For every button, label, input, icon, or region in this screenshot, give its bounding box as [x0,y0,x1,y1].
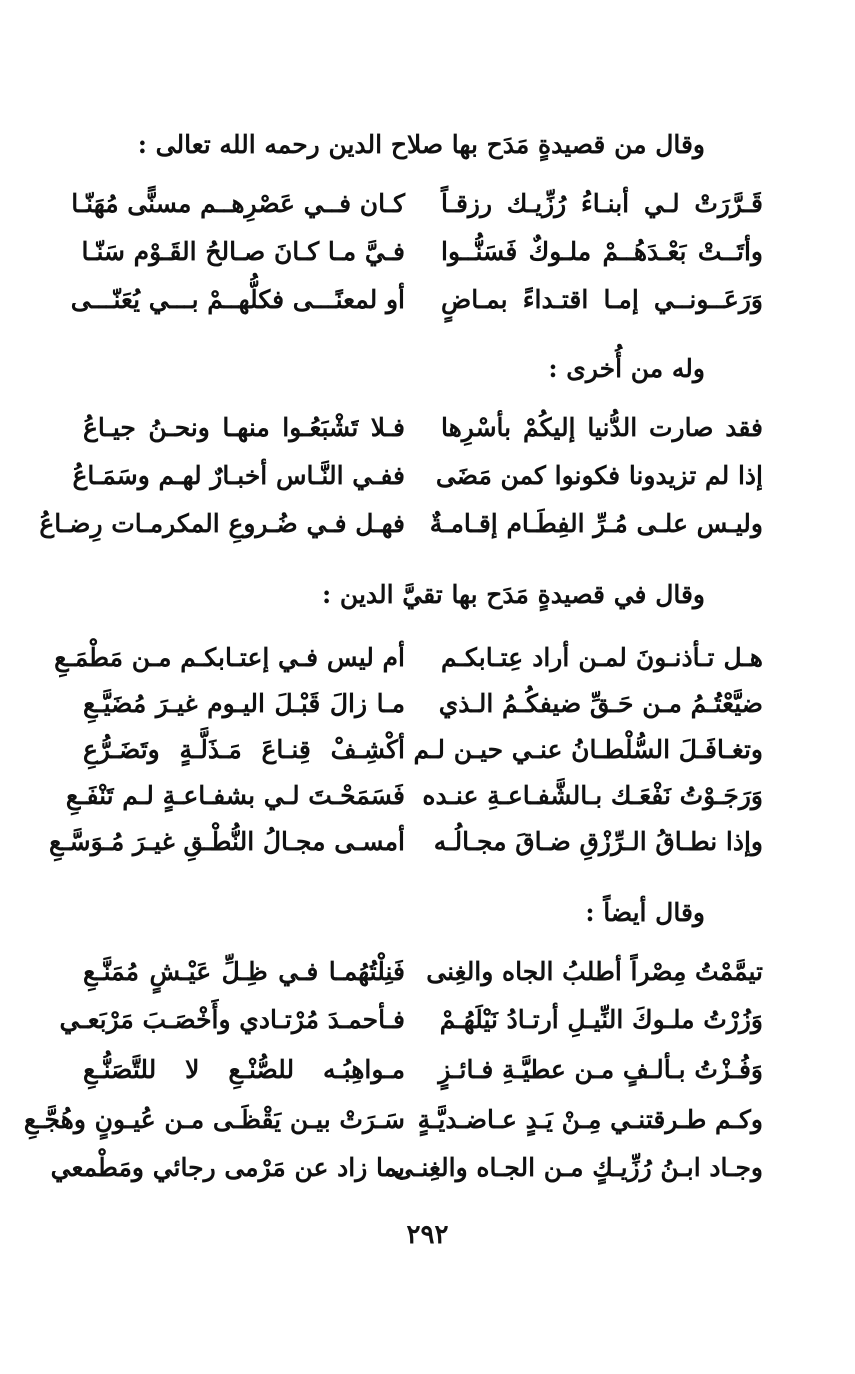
second-hemistich: فَسَمَحْـتَ لـي بشفـاعـةٍ لـم تَنْفَـعِ [65,781,405,810]
section-heading: وقال من قصيدةٍ مَدَح بها صلاح الدين رحمه الله تعالى : [137,130,705,159]
page-number: ٢٩٢ [406,1220,449,1250]
verse-line [83,1050,763,1090]
verse-line [59,1000,763,1040]
first-hemistich: هـل تـأذنـونَ لمـن أراد عِتـابكـم [441,643,763,672]
second-hemistich: فـلا تَشْبَعُـوا منهـا ونحـنُ جيـاعُ [83,413,405,442]
verse-line [83,952,763,992]
second-hemistich: كـان فــي عَصْرِهــم مسنًّى مُهَنّـا [71,189,405,218]
first-hemistich: وأتَــتْ بَعْـدَهُــمْ ملـوكٌ فَسَنُّــوا [441,237,763,266]
verse-line [23,1100,763,1140]
verse-line [72,456,763,496]
first-hemistich: وكـم طـرقتنـي مِـنْ يَـدٍ عـاضـديَّـةٍ [417,1105,763,1134]
verse-line [65,776,763,816]
first-hemistich: وليـس علـى مُـرِّ الفِطَـام إقـامـةٌ [429,509,763,538]
verse-line [50,1148,763,1188]
section-heading: وقال في قصيدةٍ مَدَح بها تقيَّ الدين : [321,580,705,609]
verse-line [70,280,763,320]
section-heading: وقال أيضاً : [585,898,705,927]
verse-line [83,408,763,448]
first-hemistich: وَزُرْتُ ملـوكَ النِّيـلِ أرتـادُ نَيْلَهُـمْ [439,1005,763,1034]
second-hemistich: ففـي النَّـاس أخبـارٌ لهـم وسَمَـاعُ [72,461,405,490]
second-hemistich: فَنِلْتُهُمـا فـي ظِـلِّ عَيْـشٍ مُمَنَّـعِ [83,957,405,986]
second-hemistich: فـأحمـدَ مُرْتـادي وأَخْصَـبَ مَرْبَعـي [59,1005,405,1034]
second-hemistich: فـيَّ مـا كـانَ صـالحُ القَـوْم سَنّـا [81,237,405,266]
first-hemistich: وَرَعَــونــي إمـا اقتـداءً بمـاضٍ [441,285,763,314]
second-hemistich: أم ليس فـي إعتـابكـم مـن مَطْمَـعِ [54,643,405,672]
first-hemistich: قَـرَّرَتْ لـي أبنـاءُ رُزِّيـك رزقـاً [441,189,763,218]
second-hemistich: أمسـى مجـالُ النُّطْـقِ غيـرَ مُـوَسَّـعِ [49,827,405,856]
first-hemistich: تيمَّمْتُ مِصْراً أطلبُ الجاه والغِنى [426,957,763,986]
verse-line [39,504,763,544]
verse-line [71,184,763,224]
verse-line [49,822,763,862]
second-hemistich: سَـرَتْ بيـن يَقْظَـى مـن عُيـونٍ وهُجَّـعِ [23,1105,405,1134]
second-hemistich: فهـل فـي ضُـروعِ المكرمـات رِضـاعُ [39,509,405,538]
verse-line [83,730,763,770]
section-heading: وله من أُخرى : [548,354,705,383]
second-hemistich: أو لمعنًـــى فكلُّهــمْ بـــي يُعَنّـــى [70,285,405,314]
second-hemistich: بما زاد عن مَرْمى رجائي ومَطْمعي [50,1153,405,1182]
verse-line [83,232,763,272]
first-hemistich: ضيَّعْتُـمُ مـن حَـقِّ ضيفكُـمُ الـذي [438,689,763,718]
verse-line [83,684,763,724]
first-hemistich: فقد صارت الدُّنيا إليكُمْ بأسْرِها [441,413,763,442]
second-hemistich: أكْشِـفْ قِنـاعَ مَـذَلَّـةٍ وتَضَـرُّعِ [83,735,405,764]
first-hemistich: وَرَجَـوْتُ نَفْعَـك بـالشَّفـاعـةِ عنـده [422,781,763,810]
second-hemistich: مـا زالَ قَبْـلَ اليـوم غيـرَ مُضَيَّـعِ [83,689,405,718]
first-hemistich: وجـاد ابـنُ رُزِّيـكٍ مـن الجـاه والغِنـى [393,1153,763,1182]
first-hemistich: وَفُـزْتُ بـألـفٍ مـن عطيَّـةِ فـائـزٍ [438,1055,763,1084]
first-hemistich: وتغـافَـلَ السُّلْطـانُ عنـي حيـن لـم [413,735,763,764]
second-hemistich: مـواهِبُـه للصُّنْـعِ لا للتَّصَنُّـعِ [83,1055,405,1084]
verse-line [54,638,763,678]
first-hemistich: إذا لم تزيدونا فكونوا كمن مَضَى [435,461,763,490]
first-hemistich: وإذا نطـاقُ الـرِّزْقِ ضـاقَ مجـالُـه [433,827,763,856]
